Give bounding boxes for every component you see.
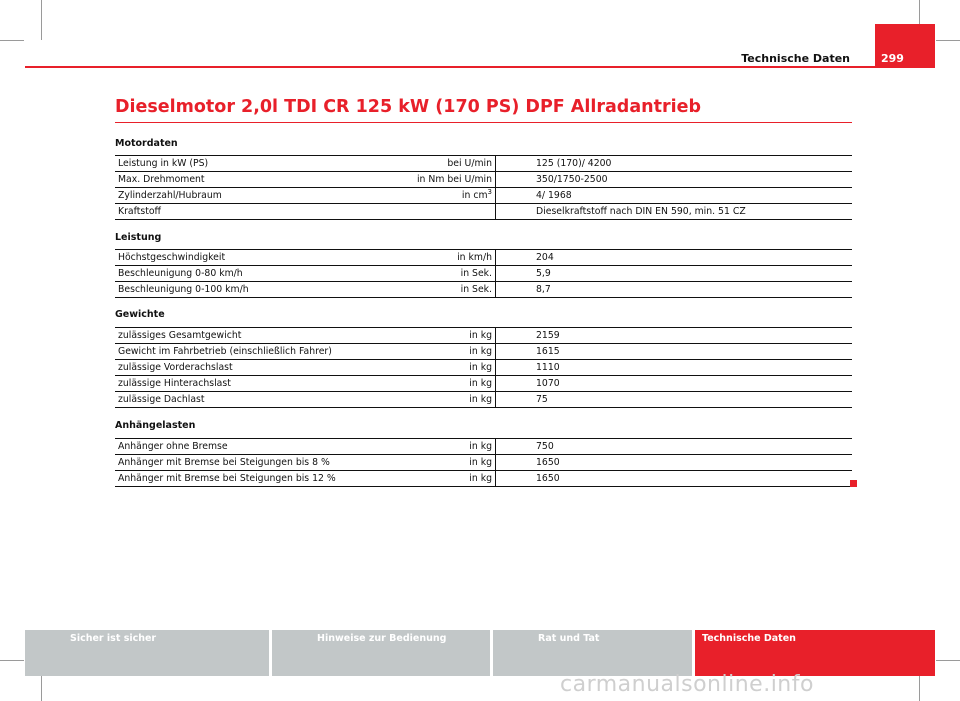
table-row <box>115 282 852 298</box>
row-value: 2159 <box>496 328 853 344</box>
section-heading-anhaengelasten: Anhängelasten <box>115 420 196 431</box>
row-unit: in Sek. <box>376 266 496 282</box>
table-row <box>115 360 852 376</box>
row-unit: in kg <box>376 360 496 376</box>
row-unit: in km/h <box>376 250 496 266</box>
table-row <box>115 328 852 344</box>
row-value: 350/1750-2500 <box>496 172 853 188</box>
row-unit <box>376 204 496 220</box>
row-label: zulässige Vorderachslast <box>115 360 376 376</box>
table-row <box>115 250 852 266</box>
row-value: 204 <box>496 250 853 266</box>
row-label: Max. Drehmoment <box>115 172 376 188</box>
page-number: 299 <box>881 52 904 65</box>
row-label: Leistung in kW (PS) <box>115 156 376 172</box>
row-value: 750 <box>496 439 853 455</box>
row-value: 1070 <box>496 376 853 392</box>
table-row <box>115 471 852 487</box>
table-row <box>115 376 852 392</box>
table-gewichte <box>115 327 852 408</box>
row-unit: in kg <box>376 392 496 408</box>
row-value: 1650 <box>496 471 853 487</box>
section-heading-motordaten: Motordaten <box>115 138 178 149</box>
row-unit: in kg <box>376 344 496 360</box>
end-of-section-marker <box>850 480 857 487</box>
table-row <box>115 156 852 172</box>
row-label: Beschleunigung 0-80 km/h <box>115 266 376 282</box>
crop-mark <box>936 660 960 661</box>
footer-tab-label: Sicher ist sicher <box>70 633 157 644</box>
row-value: 4/ 1968 <box>496 188 853 204</box>
title-rule <box>115 122 852 123</box>
crop-mark <box>0 660 24 661</box>
row-label: Anhänger ohne Bremse <box>115 439 376 455</box>
table-motordaten <box>115 155 852 220</box>
row-value: 125 (170)/ 4200 <box>496 156 853 172</box>
header-rule <box>25 66 935 68</box>
row-label: zulässige Dachlast <box>115 392 376 408</box>
table-row <box>115 188 852 204</box>
footer-tab-hinweise-zur-bedienung[interactable] <box>272 630 490 676</box>
row-value: 5,9 <box>496 266 853 282</box>
row-value: 1110 <box>496 360 853 376</box>
table-leistung <box>115 249 852 298</box>
row-label: Anhänger mit Bremse bei Steigungen bis 12 % <box>115 471 376 487</box>
row-value: 1650 <box>496 455 853 471</box>
row-unit: bei U/min <box>376 156 496 172</box>
unit-text: in cm <box>461 189 488 201</box>
footer-tab-label: Rat und Tat <box>538 633 600 644</box>
unit-superscript: 3 <box>487 187 492 196</box>
row-unit: in kg <box>376 471 496 487</box>
row-value: 75 <box>496 392 853 408</box>
row-unit: in kg <box>376 328 496 344</box>
row-unit <box>376 188 496 204</box>
footer-tab-rat-und-tat[interactable] <box>493 630 692 676</box>
table-row <box>115 266 852 282</box>
row-label: Zylinderzahl/Hubraum <box>115 188 376 204</box>
row-label: Höchstgeschwindigkeit <box>115 250 376 266</box>
row-unit: in Sek. <box>376 282 496 298</box>
footer-tab-label: Technische Daten <box>702 633 796 644</box>
table-row <box>115 392 852 408</box>
row-label: Kraftstoff <box>115 204 376 220</box>
table-row <box>115 439 852 455</box>
page-title: Dieselmotor 2,0l TDI CR 125 kW (170 PS) DPF Allradantrieb <box>115 97 701 117</box>
footer-tab-technische-daten[interactable] <box>695 630 935 676</box>
row-label: Beschleunigung 0-100 km/h <box>115 282 376 298</box>
table-row <box>115 455 852 471</box>
table-anhaengelasten <box>115 438 852 487</box>
row-value: Dieselkraftstoff nach DIN EN 590, min. 51 CZ <box>496 204 853 220</box>
row-value: 8,7 <box>496 282 853 298</box>
crop-mark <box>41 0 42 40</box>
watermark: carmanualsonline.info <box>560 672 814 697</box>
row-label: zulässige Hinterachslast <box>115 376 376 392</box>
table-row <box>115 204 852 220</box>
row-value: 1615 <box>496 344 853 360</box>
running-header: Technische Daten <box>741 52 850 65</box>
row-unit: in Nm bei U/min <box>376 172 496 188</box>
row-unit: in kg <box>376 439 496 455</box>
crop-mark <box>0 40 24 41</box>
row-label: Anhänger mit Bremse bei Steigungen bis 8 % <box>115 455 376 471</box>
row-label: zulässiges Gesamtgewicht <box>115 328 376 344</box>
section-heading-leistung: Leistung <box>115 232 162 243</box>
row-unit: in kg <box>376 376 496 392</box>
footer-tab-label: Hinweise zur Bedienung <box>317 633 447 644</box>
row-unit: in kg <box>376 455 496 471</box>
section-heading-gewichte: Gewichte <box>115 309 165 320</box>
row-label: Gewicht im Fahrbetrieb (einschließlich Fahrer) <box>115 344 376 360</box>
table-row <box>115 172 852 188</box>
footer-tab-sicher-ist-sicher[interactable] <box>25 630 269 676</box>
table-row <box>115 344 852 360</box>
crop-mark <box>936 40 960 41</box>
